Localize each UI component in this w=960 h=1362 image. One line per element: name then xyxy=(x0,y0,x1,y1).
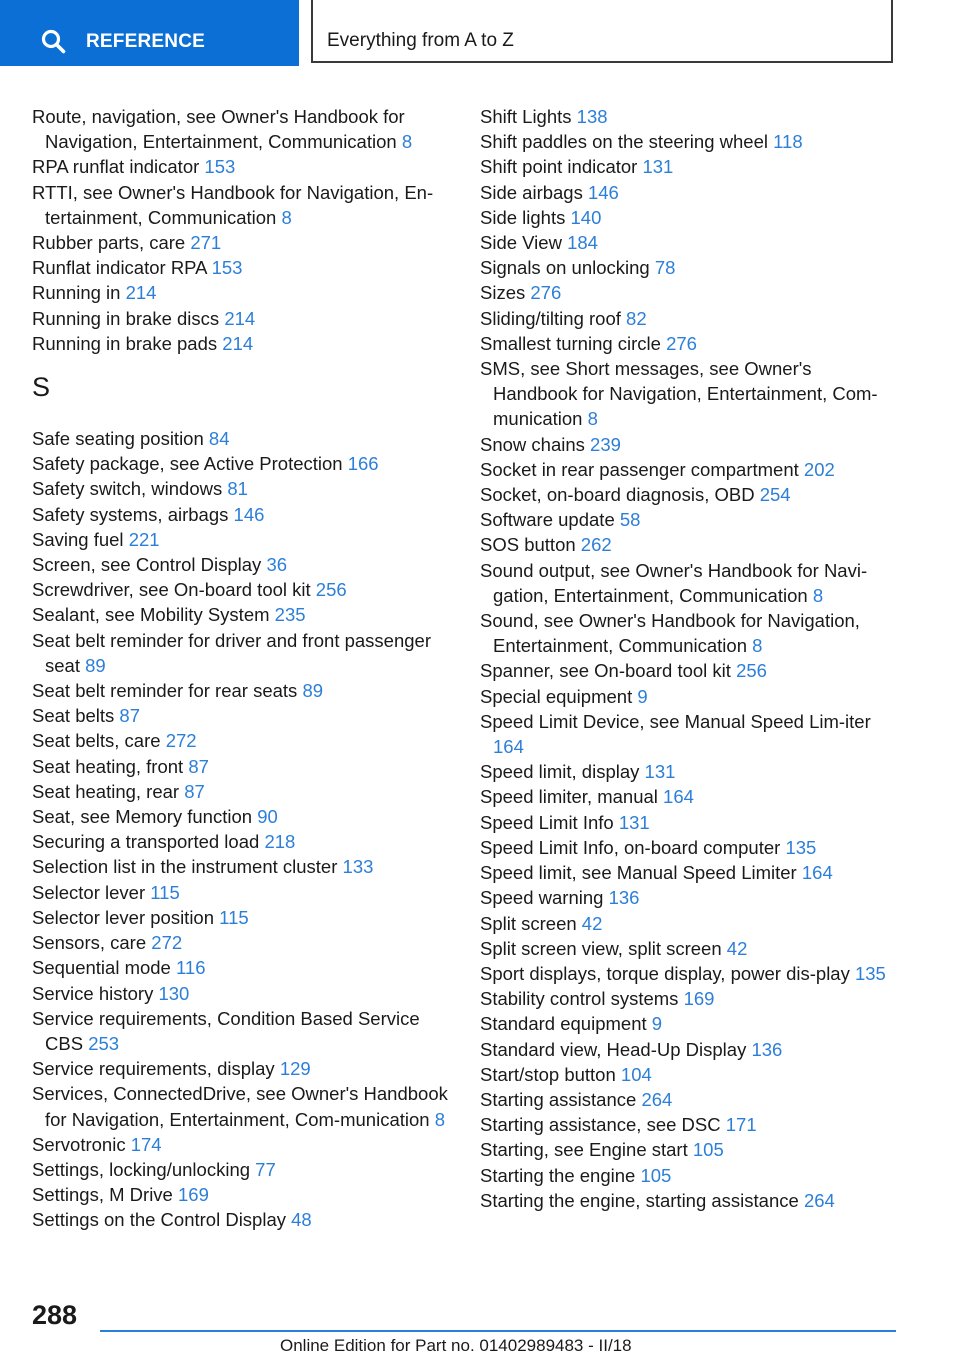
index-entry-text: Service requirements, display xyxy=(32,1058,275,1080)
index-entry-text: Safety switch, windows xyxy=(32,478,223,500)
index-entry-text: Split screen view, split screen xyxy=(480,937,722,959)
index-entry-text: SOS button xyxy=(480,534,576,556)
page-link[interactable]: 264 xyxy=(641,1088,673,1110)
page-link[interactable]: 166 xyxy=(347,453,379,475)
page-link[interactable]: 115 xyxy=(150,881,180,903)
index-entry-text: Services, ConnectedDrive, see Owner's Handbook for Navigation, Entertainment, Com‐munication xyxy=(32,1083,448,1130)
page-link[interactable]: 169 xyxy=(683,988,715,1010)
index-entry xyxy=(32,476,452,501)
page-link[interactable]: 202 xyxy=(803,458,835,480)
index-entry-text: Start/stop button xyxy=(480,1063,616,1085)
index-entry xyxy=(32,230,452,255)
index-entry xyxy=(32,728,452,753)
index-entry-text: Standard equipment xyxy=(480,1013,647,1035)
index-entry xyxy=(480,205,900,230)
index-entry xyxy=(32,1157,452,1182)
index-entry-text: Standard view, Head-Up Display xyxy=(480,1038,747,1060)
index-entry-text: Side airbags xyxy=(480,181,583,203)
page-link[interactable]: 164 xyxy=(663,786,694,808)
page-number: 288 xyxy=(32,1300,78,1330)
page-link[interactable]: 8 xyxy=(401,131,413,153)
index-entry xyxy=(480,255,900,280)
index-entry xyxy=(480,961,900,986)
index-entry xyxy=(480,759,900,784)
index-entry xyxy=(480,810,900,835)
page-link[interactable]: 218 xyxy=(264,831,296,853)
page-link[interactable]: 105 xyxy=(692,1139,724,1161)
page-link[interactable]: 89 xyxy=(302,680,324,702)
index-entry xyxy=(480,432,900,457)
page-link[interactable]: 146 xyxy=(587,181,619,203)
index-entry-text: Starting, see Engine start xyxy=(480,1139,688,1161)
page-link[interactable]: 131 xyxy=(644,761,676,783)
index-entry-text: Seat belts xyxy=(32,705,115,727)
page-link[interactable]: 82 xyxy=(626,307,647,329)
section-label: REFERENCE xyxy=(86,31,205,52)
page-link[interactable]: 131 xyxy=(618,811,650,833)
edition-text: Online Edition for Part no. 01402989483 - II/18 xyxy=(280,1336,632,1355)
index-entry-text: Shift paddles on the steering wheel xyxy=(480,131,768,153)
index-entry xyxy=(32,854,452,879)
index-entry xyxy=(32,628,452,678)
reference-tab[interactable] xyxy=(0,0,299,66)
page-link[interactable]: 171 xyxy=(725,1114,757,1136)
index-entry xyxy=(480,306,900,331)
index-letter-heading: S xyxy=(32,372,51,403)
index-entry xyxy=(32,703,452,728)
index-entry xyxy=(480,1087,900,1112)
page-link[interactable]: 8 xyxy=(812,584,824,606)
footer-divider xyxy=(100,1330,896,1332)
page-link[interactable]: 262 xyxy=(580,534,612,556)
index-entry xyxy=(480,154,900,179)
index-entry-text: Sound, see Owner's Handbook for Navigation, Entertainment, Communication xyxy=(480,610,860,657)
index-entry-text: Socket, on-board diagnosis, OBD xyxy=(480,484,755,506)
index-entry-text: Sealant, see Mobility System xyxy=(32,604,270,626)
index-entry-text: Starting the engine, starting assistance xyxy=(480,1189,799,1211)
index-entry-text: Starting assistance xyxy=(480,1088,637,1110)
index-entry xyxy=(480,532,900,557)
index-entry-text: Selector lever position xyxy=(32,906,215,928)
page-link[interactable]: 9 xyxy=(651,1013,663,1035)
index-entry xyxy=(480,658,900,683)
index-entry-text: Side View xyxy=(480,232,562,254)
index-entry-text: Selector lever xyxy=(32,881,146,903)
index-entry xyxy=(32,955,452,980)
page-link[interactable]: 239 xyxy=(590,433,621,455)
page-link[interactable]: 140 xyxy=(570,206,602,228)
index-entry-text: Safety package, see Active Protection xyxy=(32,453,343,475)
index-entry xyxy=(32,154,452,179)
index-entry xyxy=(32,577,452,602)
index-entry-text: Screen, see Control Display xyxy=(32,554,262,576)
index-entry-text: Speed limit, see Manual Speed Limiter xyxy=(480,862,797,884)
index-entry xyxy=(32,552,452,577)
index-entry-text: Sport displays, torque display, power dis‐play xyxy=(480,962,850,984)
page-link[interactable]: 8 xyxy=(752,635,763,657)
index-entry xyxy=(32,754,452,779)
index-entry-text: Speed Limit Info, on-board computer xyxy=(480,836,781,858)
index-entry-text: Stability control systems xyxy=(480,988,679,1010)
index-entry xyxy=(480,482,900,507)
page-link[interactable]: 174 xyxy=(130,1133,162,1155)
page-link[interactable]: 136 xyxy=(608,887,640,909)
page-link[interactable]: 78 xyxy=(654,257,676,279)
index-entry xyxy=(480,1112,900,1137)
page-link[interactable]: 84 xyxy=(208,428,230,450)
index-entry xyxy=(32,451,452,476)
index-entry-text: Service history xyxy=(32,982,154,1004)
page-link[interactable]: 253 xyxy=(88,1032,120,1054)
page-link[interactable]: 153 xyxy=(204,156,236,178)
index-entry xyxy=(32,180,452,230)
index-entry xyxy=(32,804,452,829)
index-entry xyxy=(32,905,452,930)
index-entry-text: Speed Limit Info xyxy=(480,811,614,833)
page-link[interactable]: 87 xyxy=(188,755,209,777)
index-column-left xyxy=(32,104,452,1233)
index-entry xyxy=(480,684,900,709)
index-entry-text: Safety systems, airbags xyxy=(32,503,229,525)
index-entry xyxy=(32,602,452,627)
index-entry xyxy=(480,1011,900,1036)
index-entry xyxy=(32,1207,452,1232)
index-entry-text: Service requirements, Condition Based Service CBS xyxy=(32,1007,420,1054)
index-entry-text: Speed Limit Device, see Manual Speed Lim‐iter xyxy=(480,710,871,732)
page-link[interactable]: 48 xyxy=(291,1209,312,1231)
page-link[interactable]: 105 xyxy=(640,1164,672,1186)
index-entry xyxy=(32,1056,452,1081)
index-entry-text: Sound output, see Owner's Handbook for Navi‐gation, Entertainment, Communication xyxy=(480,559,868,606)
page-link[interactable]: 214 xyxy=(125,282,157,304)
page-link[interactable]: 254 xyxy=(759,484,791,506)
page-link[interactable]: 184 xyxy=(567,232,598,254)
page-link[interactable]: 104 xyxy=(620,1063,652,1085)
index-entry xyxy=(32,280,452,305)
index-entry-text: Side lights xyxy=(480,206,566,228)
page-link[interactable]: 9 xyxy=(637,685,648,707)
page-link[interactable]: 221 xyxy=(128,528,160,550)
index-entry xyxy=(480,608,900,658)
index-entry xyxy=(32,502,452,527)
page-link[interactable]: 58 xyxy=(619,509,641,531)
page-link[interactable]: 42 xyxy=(581,912,603,934)
chapter-title: Everything from A to Z xyxy=(327,30,514,51)
page-link[interactable]: 89 xyxy=(85,654,106,676)
page-link[interactable]: 235 xyxy=(274,604,306,626)
index-entry-text: Sequential mode xyxy=(32,957,171,979)
index-entry-text: Starting assistance, see DSC xyxy=(480,1114,721,1136)
page-link[interactable]: 131 xyxy=(642,156,674,178)
index-entry xyxy=(32,678,452,703)
index-entry-text: Snow chains xyxy=(480,433,585,455)
page-link[interactable]: 272 xyxy=(165,730,197,752)
index-entry-text: Smallest turning circle xyxy=(480,332,661,354)
index-entry xyxy=(32,426,452,451)
index-entry xyxy=(480,885,900,910)
index-entry xyxy=(32,1132,452,1157)
index-entry-text: Seat, see Memory function xyxy=(32,806,253,828)
page-link[interactable]: 153 xyxy=(211,257,243,279)
index-entry-text: Sensors, care xyxy=(32,932,147,954)
index-entry-text: Settings on the Control Display xyxy=(32,1209,286,1231)
index-entry-text: Socket in rear passenger compartment xyxy=(480,458,799,480)
index-entry xyxy=(480,936,900,961)
index-entry-text: Shift point indicator xyxy=(480,156,638,178)
index-entry xyxy=(480,507,900,532)
page-link[interactable]: 276 xyxy=(666,332,697,354)
index-entry-text: Seat belt reminder for rear seats xyxy=(32,680,298,702)
page-link[interactable]: 8 xyxy=(587,408,598,430)
index-entry xyxy=(480,104,900,129)
index-entry xyxy=(480,129,900,154)
index-entry-text: Route, navigation, see Owner's Handbook for Navigation, Entertainment, Communication xyxy=(32,106,405,153)
index-entry-text: Starting the engine xyxy=(480,1164,636,1186)
page-link[interactable]: 87 xyxy=(184,780,205,802)
page-link[interactable]: 276 xyxy=(530,282,562,304)
index-entry xyxy=(480,1163,900,1188)
page-link[interactable]: 135 xyxy=(854,962,886,984)
index-entry-text: Split screen xyxy=(480,912,577,934)
index-entry xyxy=(480,1037,900,1062)
page-link[interactable]: 115 xyxy=(219,906,249,928)
index-entry-text: Settings, locking/unlocking xyxy=(32,1158,251,1180)
index-entry xyxy=(480,1137,900,1162)
index-entry-text: Securing a transported load xyxy=(32,831,260,853)
index-entry-text: RTTI, see Owner's Handbook for Navigation, En‐tertainment, Communication xyxy=(32,181,434,228)
index-entry-text: Software update xyxy=(480,509,615,531)
page-link[interactable]: 42 xyxy=(726,937,748,959)
index-entry xyxy=(32,829,452,854)
page-link[interactable]: 116 xyxy=(176,957,206,979)
index-entry-text: Seat belts, care xyxy=(32,730,161,752)
index-entry xyxy=(32,331,452,356)
page-link[interactable]: 8 xyxy=(434,1108,445,1130)
index-entry xyxy=(32,779,452,804)
index-entry-text: Selection list in the instrument cluster xyxy=(32,856,338,878)
index-entry xyxy=(480,356,900,432)
index-entry xyxy=(480,986,900,1011)
index-entry-text: Sliding/tilting roof xyxy=(480,307,621,329)
index-entry xyxy=(32,527,452,552)
index-entry xyxy=(480,457,900,482)
index-entry-text: Servotronic xyxy=(32,1133,126,1155)
index-entry-text: Seat heating, front xyxy=(32,755,184,777)
index-entry-text: Special equipment xyxy=(480,685,633,707)
page-link[interactable]: 136 xyxy=(751,1038,783,1060)
page-link[interactable]: 90 xyxy=(257,806,278,828)
index-entry-text: Rubber parts, care xyxy=(32,232,186,254)
page-link[interactable]: 77 xyxy=(255,1158,276,1180)
index-entry xyxy=(32,306,452,331)
page-header xyxy=(0,0,960,66)
chapter-title-box xyxy=(311,0,893,63)
index-entry-text: Signals on unlocking xyxy=(480,257,650,279)
page-link[interactable]: 87 xyxy=(119,705,140,727)
index-entry xyxy=(480,1062,900,1087)
index-entry xyxy=(480,558,900,608)
index-entry-text: Screwdriver, see On-board tool kit xyxy=(32,579,311,601)
page-link[interactable]: 130 xyxy=(158,982,190,1004)
index-entry xyxy=(480,911,900,936)
page-link[interactable]: 256 xyxy=(736,660,767,682)
index-entry-text: Seat heating, rear xyxy=(32,780,180,802)
page-link[interactable]: 214 xyxy=(222,332,254,354)
index-entry-text: Shift Lights xyxy=(480,106,572,127)
index-entry-text: Saving fuel xyxy=(32,528,124,550)
index-entry-text: Seat belt reminder for driver and front passenger seat xyxy=(32,629,431,676)
page-link[interactable]: 81 xyxy=(227,478,248,500)
page-link[interactable]: 129 xyxy=(279,1058,311,1080)
page-link[interactable]: 264 xyxy=(803,1189,835,1211)
page-link[interactable]: 256 xyxy=(315,579,347,601)
index-entry xyxy=(32,981,452,1006)
page-link[interactable]: 135 xyxy=(785,836,817,858)
index-entry-text: Spanner, see On-board tool kit xyxy=(480,660,731,682)
page-link[interactable]: 271 xyxy=(190,232,222,254)
index-entry-text: Sizes xyxy=(480,282,526,304)
index-entry xyxy=(480,331,900,356)
page-link[interactable]: 164 xyxy=(493,736,524,758)
index-entry-text: RPA runflat indicator xyxy=(32,156,200,178)
index-entry-text: Running in xyxy=(32,282,121,304)
page-link[interactable]: 164 xyxy=(801,862,833,884)
index-column-right xyxy=(480,104,900,1213)
index-entry xyxy=(32,930,452,955)
index-entry xyxy=(480,1188,900,1213)
index-entry xyxy=(32,1006,452,1056)
page-link[interactable]: 36 xyxy=(266,554,288,576)
index-entry-text: Runflat indicator RPA xyxy=(32,257,207,279)
index-entry-text: Speed limit, display xyxy=(480,761,640,783)
index-entry-text: Safe seating position xyxy=(32,428,204,450)
page-link[interactable]: 133 xyxy=(342,856,374,878)
page-link[interactable]: 272 xyxy=(151,932,183,954)
index-entry xyxy=(480,280,900,305)
index-entry xyxy=(32,104,452,154)
index-entry-text: Running in brake discs xyxy=(32,307,220,329)
index-entry xyxy=(480,230,900,255)
index-entry-text: Speed limiter, manual xyxy=(480,786,658,808)
index-entry xyxy=(480,180,900,205)
page-link[interactable]: 118 xyxy=(773,131,803,153)
index-entry xyxy=(32,880,452,905)
page-link[interactable]: 138 xyxy=(576,106,608,127)
index-entry xyxy=(480,860,900,885)
page-link[interactable]: 8 xyxy=(281,206,292,228)
index-entry-text: SMS, see Short messages, see Owner's Handbook for Navigation, Entertainment, Com‐munication xyxy=(480,358,878,430)
index-entry xyxy=(32,255,452,280)
page-link[interactable]: 146 xyxy=(233,503,265,525)
index-entry-text: Settings, M Drive xyxy=(32,1184,173,1206)
index-entry xyxy=(480,709,900,759)
index-entry xyxy=(480,784,900,809)
index-entry xyxy=(32,1182,452,1207)
page-link[interactable]: 214 xyxy=(224,307,256,329)
index-entry-text: Speed warning xyxy=(480,887,604,909)
index-entry-text: Running in brake pads xyxy=(32,332,218,354)
index-entry xyxy=(480,835,900,860)
index-entry xyxy=(32,1081,452,1131)
search-icon xyxy=(40,28,66,54)
page-link[interactable]: 169 xyxy=(178,1184,209,1206)
